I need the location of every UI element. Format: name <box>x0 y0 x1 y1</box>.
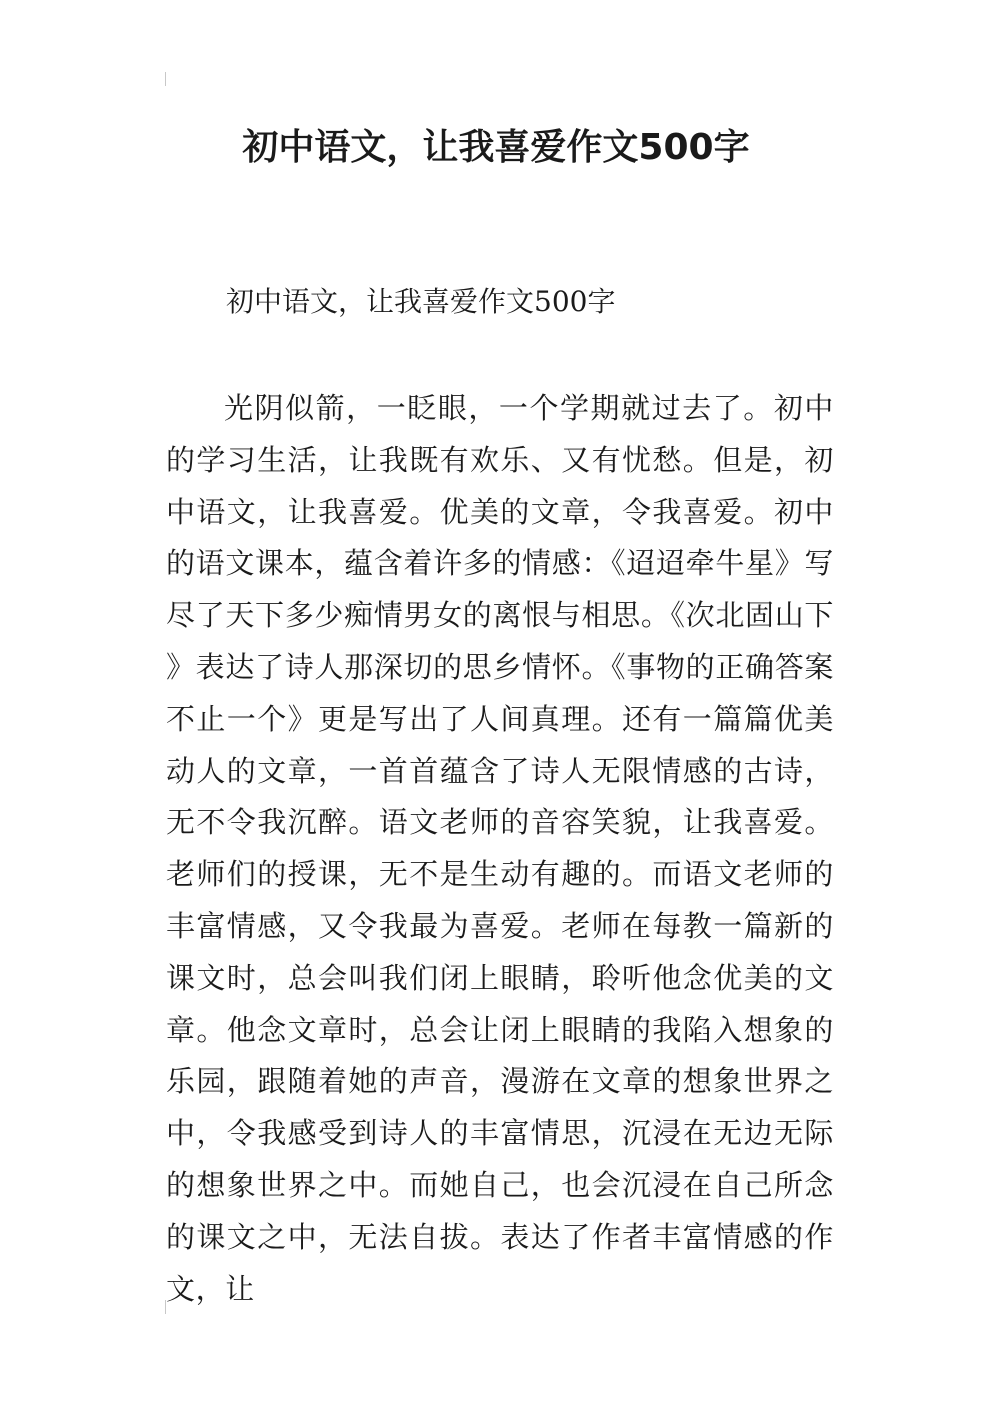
document-subtitle: 初中语文，让我喜爱作文500字 <box>226 285 616 318</box>
page-margin-mark-bottom <box>165 1300 166 1314</box>
document-body-paragraph: 光阴似箭，一眨眼，一个学期就过去了。初中的学习生活，让我既有欢乐、又有忧愁。但是，初中语文，让我喜爱。优美的文章，令我喜爱。初中的语文课本，蕴含着许多的情感：《迢迢牵牛星》写尽了天下多少痴情男女的离恨与相思。《次北固山下》表达了诗人那深切的思乡情怀。《事物的正确答案不止一个》更是写出了人间真理。还有一篇篇优美动人的文章，一首首蕴含了诗人无限情感的古诗，无不令我沉醉。语文老师的音容笑貌，让我喜爱。老师们的授课，无不是生动有趣的。而语文老师的丰富情感，又令我最为喜爱。老师在每教一篇新的课文时，总会叫我们闭上眼睛，聆听他念优美的文章。他念文章时，总会让闭上眼睛的我陷入想象的乐园，跟随着她的声音，漫游在文章的想象世界之中，令我感受到诗人的丰富情思，沉浸在无边无际的想象世界之中。而她自己，也会沉浸在自己所念的课文之中，无法自拔。表达了作者丰富情感的作文，让 <box>166 391 834 1306</box>
page-margin-mark-top <box>165 72 166 86</box>
document-title: 初中语文，让我喜爱作文500字 <box>242 127 750 168</box>
